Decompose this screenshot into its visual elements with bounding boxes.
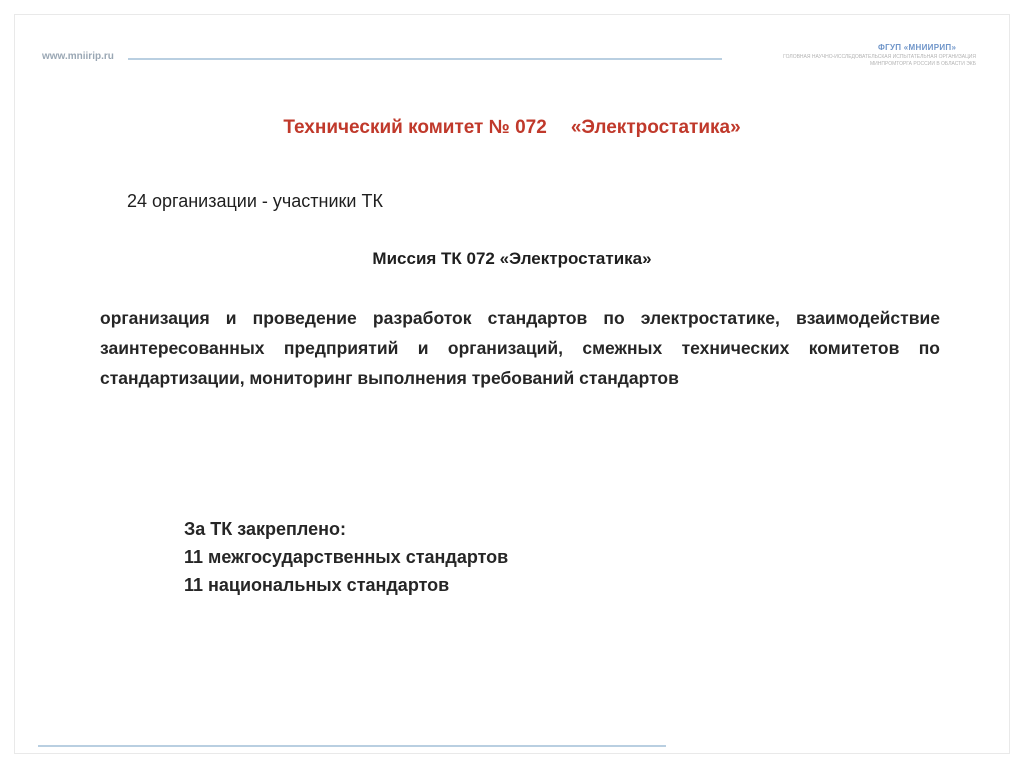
mission-text: организация и проведение разработок стандартов по электростатике, взаимодействие заинтересованных предприятий и организаций, смежных технических комитетов по стандартизации, мониторинг выполнения требований стандартов [100, 308, 940, 388]
site-url: www.mniirip.ru [42, 51, 114, 62]
header-divider [128, 58, 722, 60]
org-description-line: МИНПРОМТОРГА РОССИИ В ОБЛАСТИ ЭКБ [870, 61, 976, 67]
assigned-heading: За ТК закреплено: [184, 519, 346, 539]
org-name: ФГУП «МНИИРИП» [878, 43, 957, 52]
footer-divider [38, 745, 666, 747]
slide-title [0, 117, 1024, 139]
org-description [736, 54, 976, 68]
participants-count: 24 организации - участники ТК [127, 191, 383, 211]
assigned-standards [184, 515, 508, 599]
slide-title-name: «Электростатика» [570, 117, 741, 138]
slide-title-committee: Технический комитет № 072 [283, 117, 547, 138]
mission-heading: Миссия ТК 072 «Электростатика» [372, 249, 652, 268]
org-description-line: ГОЛОВНАЯ НАУЧНО-ИССЛЕДОВАТЕЛЬСКАЯ ИСПЫТАТЕЛЬНАЯ ОРГАНИЗАЦИЯ [783, 54, 976, 60]
assigned-item: 11 межгосударственных стандартов [184, 547, 509, 567]
assigned-item: 11 национальных стандартов [184, 575, 450, 595]
